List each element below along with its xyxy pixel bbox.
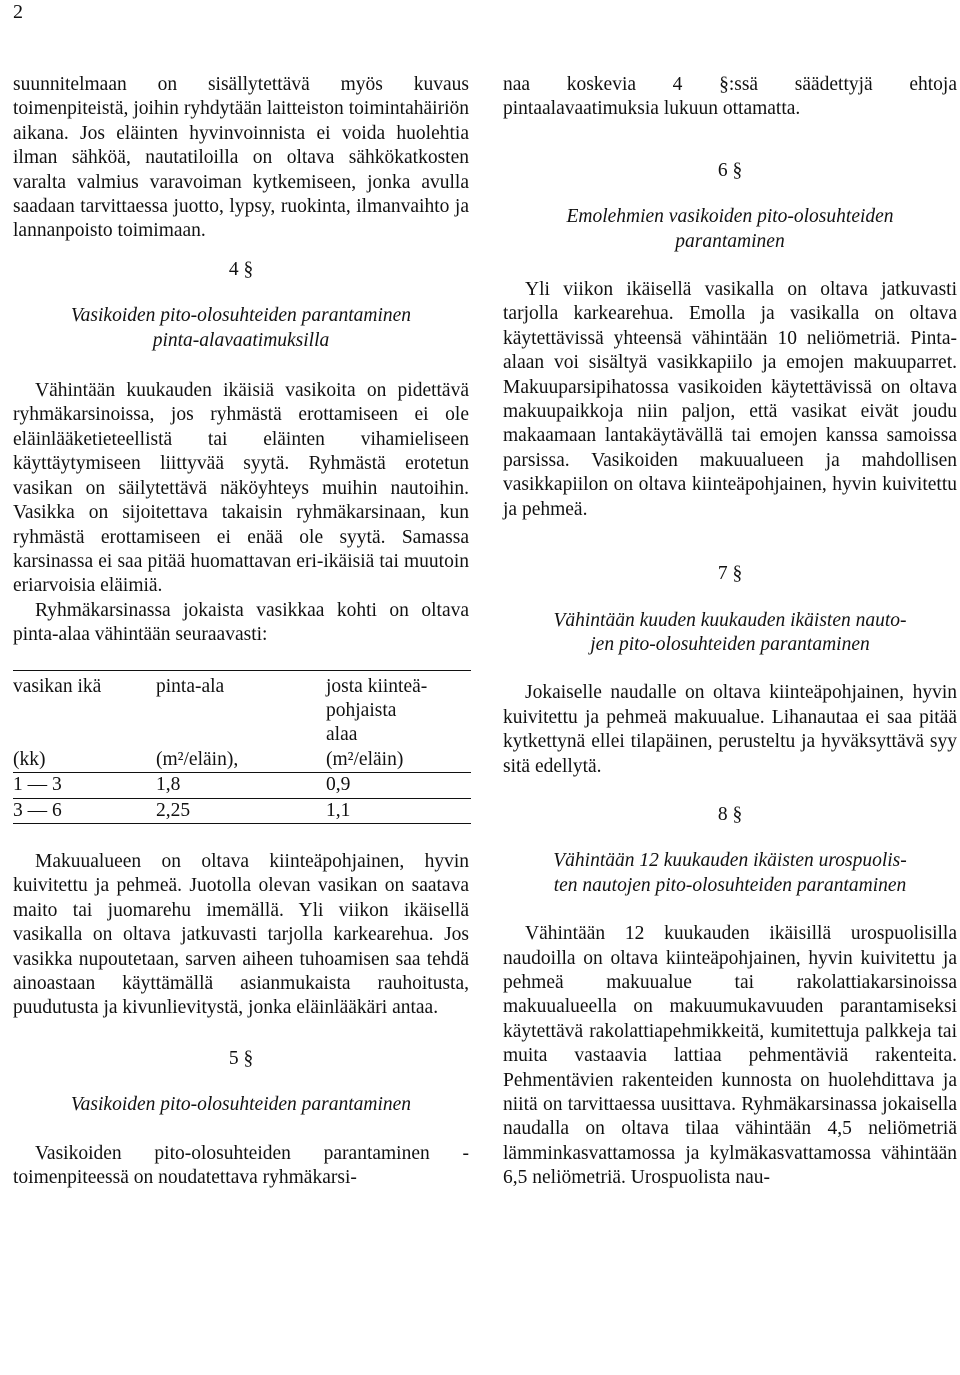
table-cell-age: 1 — 3 xyxy=(13,773,156,798)
section-4-paragraph-2: Ryhmäkarsinassa jokaista vasikkaa kohti on oltava pinta-alaa vähintään seuraavasti: xyxy=(13,599,469,646)
right-column xyxy=(503,73,957,1191)
table-header-solid-area: josta kiinteä- pohjaista alaa (m²/eläin) xyxy=(326,670,471,773)
section-7-title-line-1: Vähintään kuuden kuukauden ikäisten nauto- xyxy=(553,609,907,631)
section-7-paragraph: Jokaiselle naudalle on oltava kiinteäpohjainen, hyvin kuivitettu ja pehmeä makuualue. Lihanautaa ei saa pitää kytkettynä ellei tilapäinen, perusteltu ja hyväksyttävä syy sitä edellytä. xyxy=(503,682,957,777)
table-cell-area: 1,8 xyxy=(156,773,326,798)
table-row xyxy=(13,798,471,823)
section-8-title-line-2: ten nautojen pito-olosuhteiden parantaminen xyxy=(553,874,907,896)
section-8-number: 8 § xyxy=(717,803,743,825)
table-row xyxy=(13,773,471,798)
table-header-area: pinta-ala (m²/eläin), xyxy=(156,670,326,773)
paragraph-continuation: suunnitelmaan on sisällytettävä myös kuvaus toimenpiteistä, joihin ryhdytään laitteiston toimintahäiriön aikana. Jos eläinten hyvinvoinnista ei voida huolehtia ilman sähköä, nautatiloilla on oltava sähkökatkosten varalta valmius varavoiman kytkemiseen, jonka avulla saadaan tarvittaessa juotto, lypsy, ruokinta, ilmanvaihto ja lannanpoisto toimimaan. xyxy=(13,74,469,242)
section-4-number: 4 § xyxy=(228,258,254,280)
section-4-title-line-1: Vasikoiden pito-olosuhteiden parantaminen xyxy=(70,305,412,327)
area-requirements-table xyxy=(13,670,471,824)
section-6-title-line-2: parantaminen xyxy=(675,230,785,252)
section-6-title-line-1: Emolehmien vasikoiden pito-olosuhteiden xyxy=(566,206,894,228)
table-header-row xyxy=(13,670,471,773)
section-7-title-line-2: jen pito-olosuhteiden parantaminen xyxy=(590,633,870,655)
section-7-number: 7 § xyxy=(717,563,743,585)
section-6-number: 6 § xyxy=(717,159,743,181)
table-header-age: vasikan ikä (kk) xyxy=(13,670,156,773)
table-cell-solid: 1,1 xyxy=(326,798,471,823)
paragraph-continuation: naa koskevia 4 §:ssä säädettyjä ehtoja pintaalavaatimuksia lukuun ottamatta. xyxy=(503,74,957,120)
page-number: 2 xyxy=(13,1,23,23)
section-4-title-line-2: pinta-alavaatimuksilla xyxy=(152,329,330,351)
table-cell-area: 2,25 xyxy=(156,798,326,823)
section-4-paragraph-1: Vähintään kuukauden ikäisiä vasikoita on pidettävä ryhmäkarsinoissa, jos ryhmästä erottamiseen ei ole eläinlääketieteellistä tai eläinten vihamieliseen käyttäytymiseen liittyvää syytä. Ryhmästä erotetun vasikan on säilytettävä näköyhteys muihin nautoihin. Vasikka on sijoitettava takaisin ryhmäkarsinaan, kun ryhmästä erottamiseen ei enää ole syytä. Samassa karsinassa ei saa pitää huomattavan eri-ikäisiä tai muutoin eriarvoisia eläimiä. xyxy=(13,380,469,597)
section-8-title-line-1: Vähintään 12 kuukauden ikäisten urospuolis- xyxy=(553,850,907,872)
left-column xyxy=(13,73,469,1190)
section-8-paragraph: Vähintään 12 kuukauden ikäisillä urospuolisilla naudoilla on oltava kiinteäpohjainen, hyvin kuivitettu ja pehmeä makuualue tai rakolattiakarsinoissa makuualueella on makuumukavuuden parantamiseksi käytettävä rakolattiapehmikkeitä, kumitettuja palkkeja tai muita vastaavia lattiaa pehmentäviä rakenteita. Pehmentävien rakenteiden kunnosta on huolehdittava ja niitä on tarvittaessa uusittava. Ryhmäkarsinassa jokaisella naudalla on oltava tilaa vähintään 4,5 neliömetriä lämminkasvattamossa ja kylmäkasvattamossa vähintään 6,5 neliömetriä. Urospuolista nau- xyxy=(503,923,957,1189)
section-5-number: 5 § xyxy=(228,1047,254,1069)
section-5-paragraph: Vasikoiden pito-olosuhteiden parantaminen -toimenpiteessä on noudatettava ryhmäkarsi- xyxy=(13,1142,469,1189)
section-6-paragraph: Yli viikon ikäisellä vasikalla on oltava jatkuvasti tarjolla karkearehua. Emolla ja vasikalla on oltava käytettävissä yhteensä vähintään 10 neliömetriä. Pinta-alaan voi sisältyä vasikkapiilo ja emojen makuuparret. Makuuparsipihatossa vasikoiden käytettävissä on oltava makuupaikkoja niin paljon, että vasikat eivät joudu makaamaan lantakäytävällä tai emojen kanssa samoissa parsissa. Vasikoiden makuualueen ja mahdollisen vasikkapiilon on oltava kiinteäpohjainen, hyvin kuivitettu ja pehmeä. xyxy=(503,279,957,520)
table-cell-solid: 0,9 xyxy=(326,773,471,798)
section-4-paragraph-3: Makuualueen on oltava kiinteäpohjainen, hyvin kuivitettu ja pehmeä. Juotolla olevan vasikan on saatava maito tai juomarehu imemällä. Yli viikon ikäisellä vasikalla on oltava jatkuvasti tarjolla karkearehua. Jos vasikka nupoutetaan, sarven aiheen tuhoamisen saa tehdä ainoastaan käyttämällä asianmukaista rauhoitusta, puudutusta ja kivunlievitystä, jonka eläinlääkäri antaa. xyxy=(13,850,469,1019)
table-cell-age: 3 — 6 xyxy=(13,798,156,823)
section-5-title: Vasikoiden pito-olosuhteiden parantaminen xyxy=(70,1094,412,1116)
